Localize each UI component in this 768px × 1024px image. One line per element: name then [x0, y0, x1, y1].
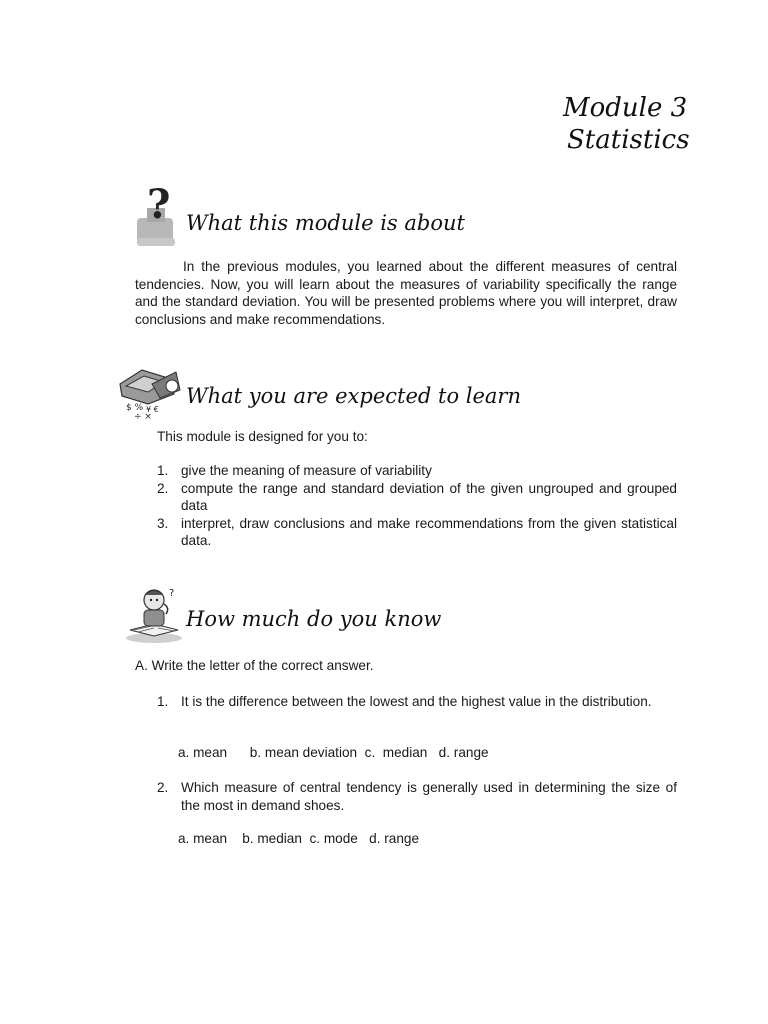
question-2: 2. Which measure of central tendency is generally used in determining the size of the most in demand shoes.: [157, 780, 677, 813]
about-paragraph-text: In the previous modules, you learned about the different measures of central tendencies. Now, you will learn about the measures of variability specifically the range and the standard deviation. You will be presented problems where you will interpret, draw conclusions and make recommendations.: [135, 259, 677, 327]
svg-text:÷ ×: ÷ ×: [134, 412, 152, 422]
books-symbols-icon: [112, 364, 184, 424]
module-subject: Statistics: [567, 125, 690, 155]
list-item: 2. compute the range and standard deviation of the given ungrouped and grouped data: [157, 480, 677, 514]
section-heading-about: What this module is about: [186, 211, 465, 235]
objectives-list: [157, 462, 677, 550]
svg-text:?: ?: [147, 181, 171, 228]
quiz-instruction: A. Write the letter of the correct answer.: [135, 658, 374, 673]
svg-text:?: ?: [169, 588, 175, 599]
section-heading-learn: What you are expected to learn: [186, 384, 521, 408]
module-number: Module 3: [563, 93, 688, 123]
list-item: 3. interpret, draw conclusions and make recommendations from the given statistical data.: [157, 515, 677, 549]
question-mark-icon: [133, 180, 181, 250]
learn-intro: This module is designed for you to:: [157, 429, 368, 444]
question-1-choices: a. mean b. mean deviation c. median d. range: [178, 745, 489, 760]
section-heading-know: How much do you know: [186, 607, 442, 631]
thinking-student-icon: [124, 584, 184, 644]
question-2-choices: a. mean b. median c. mode d. range: [178, 831, 420, 846]
svg-text:¥ €: ¥ €: [146, 405, 159, 414]
question-1: 1. It is the difference between the lowest and the highest value in the distribution.: [157, 694, 652, 709]
list-item: 1. give the meaning of measure of variability: [157, 463, 432, 478]
about-paragraph: [135, 258, 677, 328]
svg-text:$ %: $ %: [126, 403, 144, 413]
module-title: [563, 92, 690, 156]
